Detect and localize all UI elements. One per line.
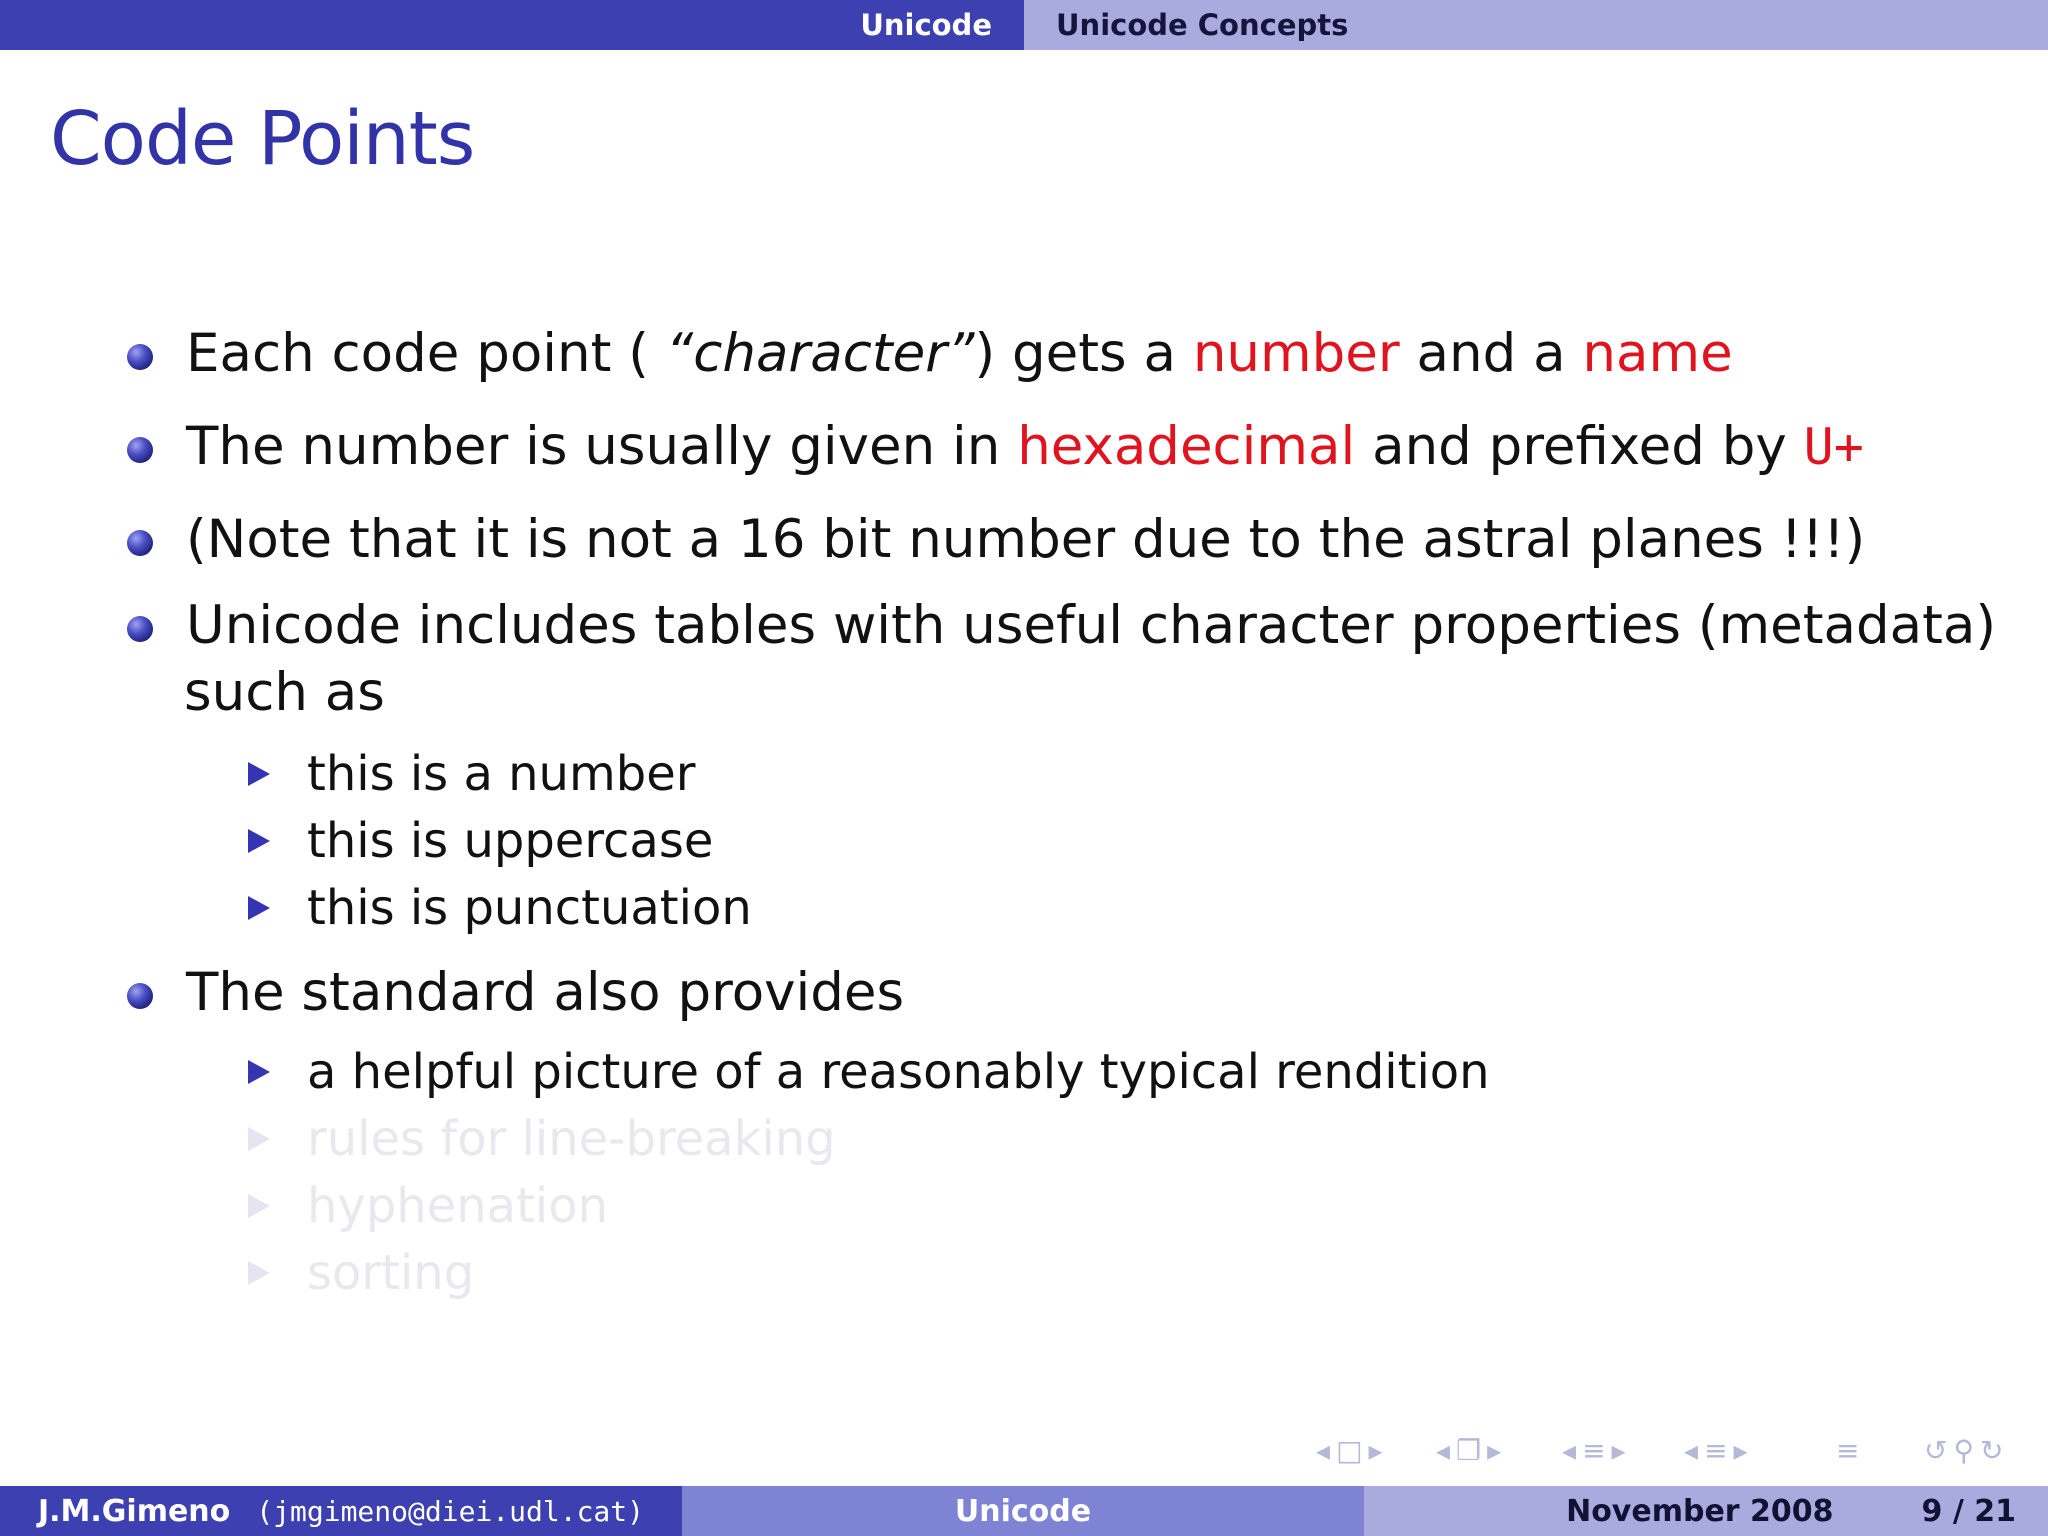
arrow-left-icon[interactable]: ◂ (1684, 1434, 1699, 1467)
highlight-text: number (1192, 323, 1400, 384)
footer-title-label: Unicode (954, 1493, 1092, 1529)
sub-item: this is punctuation (307, 880, 752, 936)
item-text: and prefixed by (1355, 416, 1804, 477)
page-number: 9 / 21 (1921, 1493, 2016, 1529)
list-item-continuation (184, 659, 385, 727)
bullet-icon (127, 530, 153, 556)
item-text: The number is usually given in (186, 416, 1018, 477)
triangle-bullet-icon (248, 1127, 270, 1151)
header-section[interactable] (0, 0, 1024, 50)
arrow-right-icon[interactable]: ▸ (1611, 1434, 1626, 1467)
sub-item-dimmed: hyphenation (307, 1178, 609, 1234)
triangle-bullet-icon (248, 1261, 270, 1285)
footer-date: November 2008 (1566, 1493, 1834, 1529)
item-italic-text: “character” (665, 323, 975, 384)
triangle-bullet-icon (248, 896, 270, 920)
sub-item: a helpful picture of a reasonably typical rendition (307, 1044, 1490, 1100)
list-item (186, 592, 1996, 660)
section-icon[interactable]: ≡ (1582, 1434, 1606, 1467)
code-text: U+ (1803, 418, 1864, 476)
highlight-text: hexadecimal (1017, 416, 1356, 477)
footer-author (0, 1486, 682, 1536)
item-text: and a (1399, 323, 1583, 384)
footer-author-name: J.M.Gimeno (37, 1493, 231, 1529)
nav-history (1924, 1434, 2009, 1478)
highlight-text: name (1582, 323, 1733, 384)
frame-icon[interactable]: □ (1336, 1434, 1363, 1467)
item-text: Unicode includes tables with useful character properties (metadata) (186, 595, 1997, 656)
item-text: (Note that it is not a 16 bit number due to the astral planes !!!) (186, 509, 1866, 570)
item-text: The standard also provides (186, 962, 905, 1023)
header-section-label[interactable]: Unicode (860, 8, 992, 42)
nav-section (1562, 1434, 1632, 1478)
item-text: ) gets a (974, 323, 1193, 384)
arrow-right-icon[interactable]: ▸ (1487, 1434, 1502, 1467)
frame-title: Code Points (50, 96, 475, 182)
sub-item: this is a number (307, 746, 696, 802)
footer-title (682, 1486, 1364, 1536)
back-icon[interactable]: ↺ (1924, 1434, 1948, 1467)
arrow-left-icon[interactable]: ◂ (1316, 1434, 1331, 1467)
footer-bar (0, 1486, 2048, 1536)
footer-info (1364, 1486, 2048, 1536)
document-icon[interactable]: ≡ (1704, 1434, 1728, 1467)
footer-email: (jmgimeno@diei.udl.cat) (256, 1494, 645, 1528)
header-bar (0, 0, 2048, 50)
list-item (186, 959, 904, 1027)
triangle-bullet-icon (248, 829, 270, 853)
nav-document (1684, 1434, 1754, 1478)
nav-align (1836, 1434, 1865, 1478)
triangle-bullet-icon (248, 1194, 270, 1218)
align-icon[interactable]: ≡ (1836, 1434, 1860, 1467)
bullet-icon (127, 983, 153, 1009)
item-text: such as (184, 662, 385, 723)
arrow-right-icon[interactable]: ▸ (1368, 1434, 1383, 1467)
sub-item-dimmed: sorting (307, 1245, 475, 1301)
nav-subsection (1436, 1434, 1507, 1478)
bullet-icon (127, 344, 153, 370)
header-subsection[interactable] (1024, 0, 2048, 50)
triangle-bullet-icon (248, 762, 270, 786)
arrow-left-icon[interactable]: ◂ (1562, 1434, 1577, 1467)
list-item (186, 506, 1865, 574)
sub-item-dimmed: rules for line-breaking (307, 1111, 836, 1167)
sub-item: this is uppercase (307, 813, 714, 869)
nav-frame (1316, 1434, 1389, 1478)
header-subsection-label[interactable]: Unicode Concepts (1056, 8, 1349, 42)
forward-icon[interactable]: ↻ (1979, 1434, 2004, 1467)
search-icon[interactable]: ⚲ (1953, 1434, 1974, 1467)
list-item (186, 413, 1864, 481)
arrow-right-icon[interactable]: ▸ (1733, 1434, 1748, 1467)
list-item (186, 320, 1733, 388)
subsection-icon[interactable]: ❐ (1456, 1434, 1482, 1467)
triangle-bullet-icon (248, 1060, 270, 1084)
arrow-left-icon[interactable]: ◂ (1436, 1434, 1451, 1467)
item-text: Each code point ( (186, 323, 649, 384)
bullet-icon (127, 616, 153, 642)
bullet-icon (127, 437, 153, 463)
